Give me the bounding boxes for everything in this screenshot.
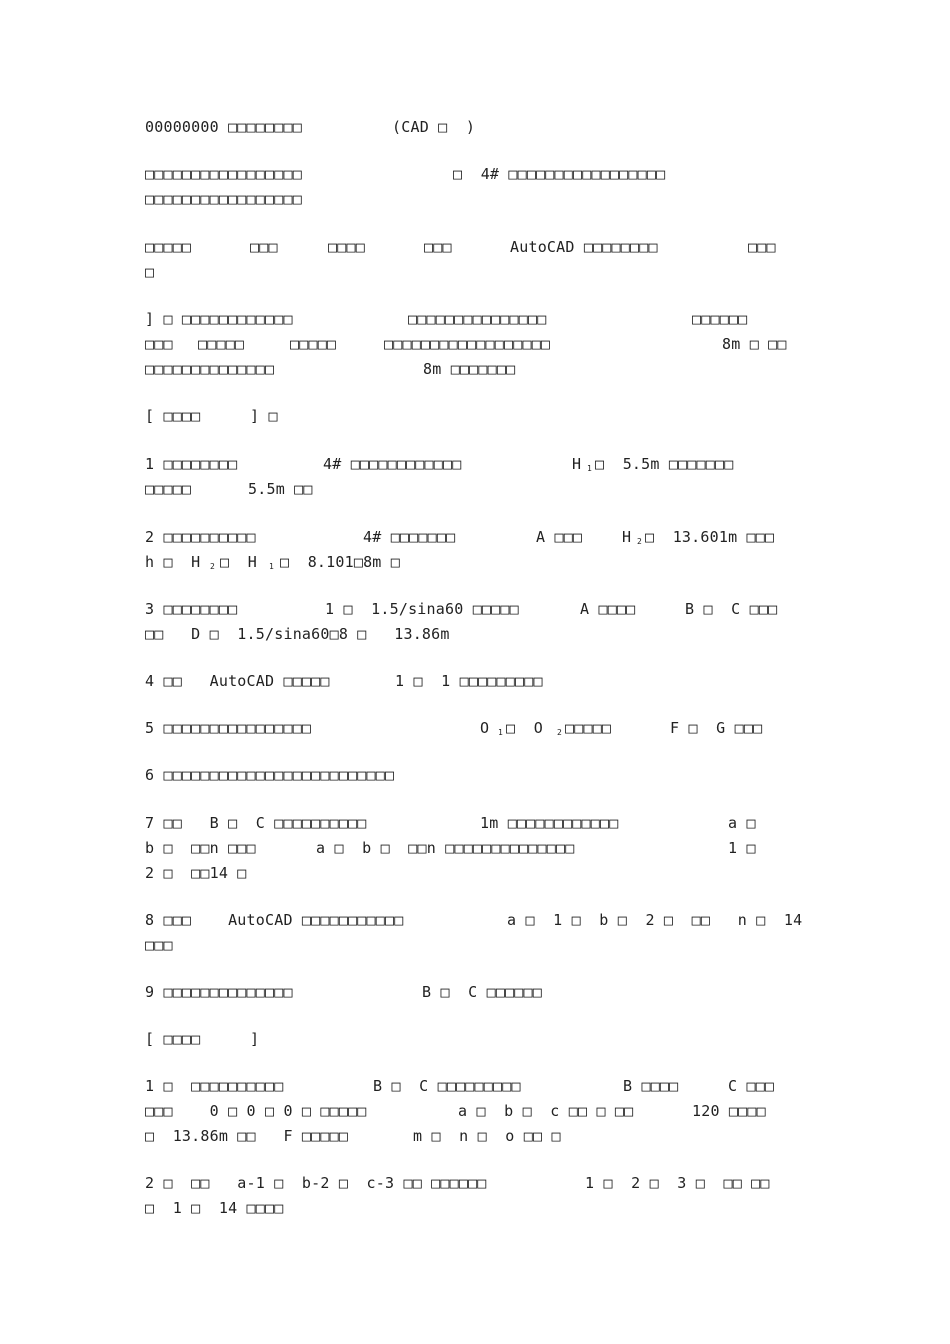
subscript: 1 — [587, 464, 593, 473]
text-line — [0, 552, 950, 572]
text-segment: (CAD □ ) — [392, 118, 476, 136]
text-segment: a □ — [728, 814, 756, 832]
text-segment: □ 4# □□□□□□□□□□□□□□□□□ — [453, 165, 666, 183]
text-segment: B □□□□ — [623, 1077, 679, 1095]
text-segment: 6 □□□□□□□□□□□□□□□□□□□□□□□□□ — [145, 766, 395, 784]
text-segment: 00000000 □□□□□□□□ — [145, 118, 302, 136]
text-line — [0, 237, 950, 257]
text-segment: a □ b □ □□n □□□□□□□□□□□□□□ — [316, 839, 575, 857]
text-line — [0, 935, 950, 955]
text-segment: □ 5.5m □□□□□□□ — [595, 455, 734, 473]
text-segment: 1 □ — [728, 839, 756, 857]
text-line — [0, 527, 950, 547]
text-segment: m □ n □ o □□ □ — [413, 1127, 561, 1145]
text-line — [0, 718, 950, 738]
text-line — [0, 189, 950, 209]
text-line — [0, 117, 950, 137]
text-segment: H — [622, 528, 632, 546]
text-line — [0, 1126, 950, 1146]
text-segment: [ □□□□ — [145, 407, 201, 425]
text-segment: □ 8.101□8m □ — [280, 553, 400, 571]
text-segment: ] — [250, 1030, 260, 1048]
text-line — [0, 262, 950, 282]
text-segment: A □□□□ — [580, 600, 636, 618]
text-segment: 1m □□□□□□□□□□□□ — [480, 814, 619, 832]
text-segment: 8m □□□□□□□ — [423, 360, 516, 378]
text-line — [0, 671, 950, 691]
text-segment: F □ G □□□ — [670, 719, 763, 737]
text-segment: 1 □ 2 □ 3 □ □□ □□ — [585, 1174, 770, 1192]
subscript: 2 — [210, 562, 216, 571]
text-segment: 7 □□ B □ C □□□□□□□□□□ — [145, 814, 367, 832]
text-line — [0, 1029, 950, 1049]
text-segment: □ 1 □ 14 □□□□ — [145, 1199, 284, 1217]
text-segment: □□□□□ — [145, 480, 192, 498]
text-segment: □□□ — [250, 238, 278, 256]
text-segment: 4# □□□□□□□ — [363, 528, 456, 546]
text-segment: 2 □ □□14 □ — [145, 864, 247, 882]
text-line — [0, 599, 950, 619]
text-line — [0, 164, 950, 184]
text-segment: a □ 1 □ b □ 2 □ □□ n □ 14 — [507, 911, 803, 929]
text-segment: 2 □□□□□□□□□□ — [145, 528, 256, 546]
text-segment: □ H — [220, 553, 257, 571]
text-segment: □□□ — [748, 238, 776, 256]
text-segment: □□□□□□□□□□□□□□□□□□ — [384, 335, 551, 353]
text-segment: ] □ — [250, 407, 278, 425]
text-line — [0, 454, 950, 474]
text-segment: □□□ — [145, 335, 173, 353]
text-line — [0, 1076, 950, 1096]
text-segment: 2 □ □□ a-1 □ b-2 □ c-3 □□ □□□□□□ — [145, 1174, 487, 1192]
text-line — [0, 334, 950, 354]
text-segment: A □□□ — [536, 528, 583, 546]
text-segment: □□□□□□□□□□□□□□□□□ — [145, 190, 302, 208]
text-line — [0, 624, 950, 644]
text-segment: □□□□□□□□□□□□□□ — [145, 360, 275, 378]
text-segment: 3 □□□□□□□□ — [145, 600, 238, 618]
text-segment: 8m □ □□ — [722, 335, 787, 353]
text-segment: B □ C □□□□□□□□□ — [373, 1077, 521, 1095]
text-line — [0, 813, 950, 833]
text-line — [0, 359, 950, 379]
text-segment: 120 □□□□ — [692, 1102, 766, 1120]
text-segment: □□□□□ — [565, 719, 612, 737]
text-segment: □ O — [506, 719, 543, 737]
subscript: 1 — [498, 728, 504, 737]
text-segment: □ — [145, 263, 155, 281]
text-segment: □□□□□□□□□□□□□□□□□ — [145, 165, 302, 183]
text-line — [0, 406, 950, 426]
subscript: 1 — [269, 562, 275, 571]
text-segment: 5 □□□□□□□□□□□□□□□□ — [145, 719, 312, 737]
text-line — [0, 1101, 950, 1121]
text-segment: □□□□□□□□□□□□□□□ — [408, 310, 547, 328]
text-segment: □□□ — [145, 936, 173, 954]
text-segment: □□□ 0 □ 0 □ 0 □ □□□□□ — [145, 1102, 367, 1120]
text-segment: □ 13.86m □□ F □□□□□ — [145, 1127, 349, 1145]
text-segment: 1 □□□□□□□□ — [145, 455, 238, 473]
text-segment: □□□□□□ — [692, 310, 748, 328]
text-segment: 8 □□□ AutoCAD □□□□□□□□□□□ — [145, 911, 404, 929]
text-segment: 9 □□□□□□□□□□□□□□ — [145, 983, 293, 1001]
text-segment: □□□□□ — [198, 335, 245, 353]
text-line — [0, 863, 950, 883]
text-segment: a □ b □ c □□ □ □□ — [458, 1102, 634, 1120]
text-line — [0, 838, 950, 858]
text-segment: 4 □□ AutoCAD □□□□□ — [145, 672, 330, 690]
text-segment: 1 □ □□□□□□□□□□ — [145, 1077, 284, 1095]
text-line — [0, 982, 950, 1002]
subscript: 2 — [557, 728, 563, 737]
text-segment: h □ H — [145, 553, 201, 571]
text-segment: C □□□ — [728, 1077, 775, 1095]
text-segment: H — [572, 455, 582, 473]
text-segment: □□□□ — [328, 238, 365, 256]
text-line — [0, 1198, 950, 1218]
text-segment: □□□□□ — [290, 335, 337, 353]
text-segment: 4# □□□□□□□□□□□□ — [323, 455, 462, 473]
text-segment: B □ C □□□ — [685, 600, 778, 618]
text-segment: □□ D □ 1.5/sina60□8 □ 13.86m — [145, 625, 450, 643]
text-segment: 5.5m □□ — [248, 480, 313, 498]
text-line — [0, 309, 950, 329]
subscript: 2 — [637, 537, 643, 546]
text-segment: b □ □□n □□□ — [145, 839, 256, 857]
text-segment: B □ C □□□□□□ — [422, 983, 542, 1001]
text-line — [0, 1173, 950, 1193]
text-segment: O — [480, 719, 490, 737]
text-line — [0, 910, 950, 930]
text-segment: 1 □ 1.5/sina60 □□□□□ — [325, 600, 519, 618]
text-line — [0, 479, 950, 499]
text-segment: ] □ □□□□□□□□□□□□ — [145, 310, 293, 328]
text-segment: □ 13.601m □□□ — [645, 528, 775, 546]
text-segment: 1 □ 1 □□□□□□□□□ — [395, 672, 543, 690]
text-segment: □□□ — [424, 238, 452, 256]
text-segment: AutoCAD □□□□□□□□ — [510, 238, 658, 256]
text-line — [0, 765, 950, 785]
text-segment: □□□□□ — [145, 238, 192, 256]
text-segment: [ □□□□ — [145, 1030, 201, 1048]
